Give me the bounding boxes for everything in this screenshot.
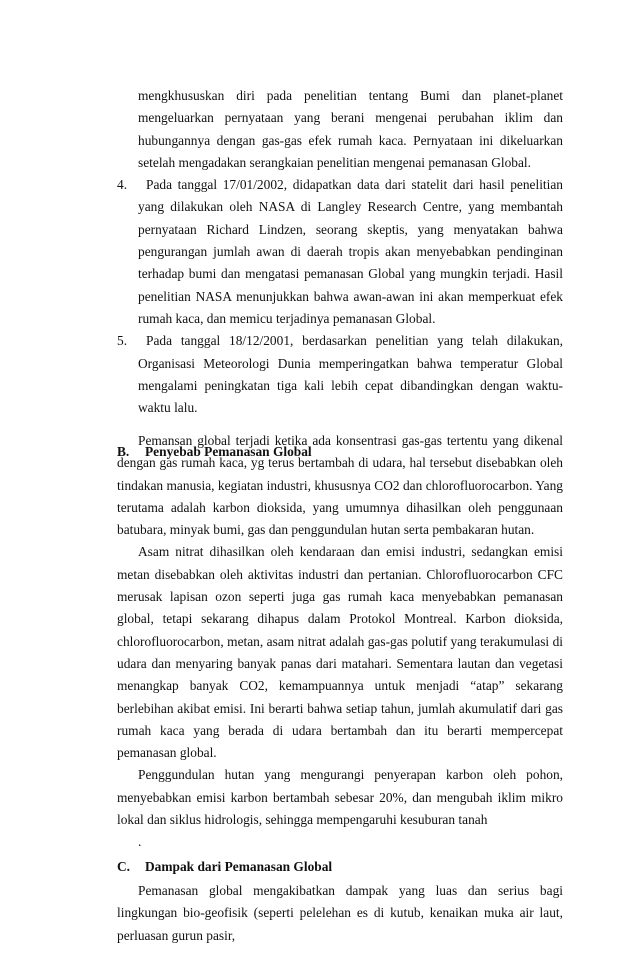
list-number: 5. (117, 333, 128, 349)
body-paragraph: Penggundulan hutan yang mengurangi penyerapan karbon oleh pohon, menyebabkan emisi karbon bertambah sebesar 20%, dan mengubah iklim mikro lokal dan siklus hidrologis, sehingga mempengaruhi kesuburan tanah (117, 767, 563, 828)
list-item-text: Pada tanggal 17/01/2002, didapatkan data dari statelit dari hasil penelitian yang dilakukan oleh NASA di Langley Research Centre, yang membantah pernyataan Richard Lindzen, seorang skeptis, yang menyatakan bahwa pengurangan jumlah awan di daerah tropis akan menyebabkan pendinginan terhadap bumi dan mengatasi pemanasan Global yang mungkin terjadi. Hasil penelitian NASA menunjukkan bahwa awan-awan ini akan memperkuat efek rumah kaca, dan memicu terjadinya pemanasan Global. (138, 177, 563, 326)
list-item-text: Pada tanggal 18/12/2001, berdasarkan penelitian yang telah dilakukan, Organisasi Meteorologi Dunia memperingatkan bahwa temperatur Global mengalami peningkatan tiga kali lebih cepat dibandingkan dengan waktu-waktu lalu. (138, 333, 563, 416)
section-title: Dampak dari Pemanasan Global (145, 858, 333, 874)
body-paragraph: Asam nitrat dihasilkan oleh kendaraan dan emisi industri, sedangkan emisi metan disebabkan oleh aktivitas industri dan pertanian. Chlorofluorocarbon CFC merusak lapisan ozon seperti juga gas rumah kaca menyebabkan pemanasan global, tetapi sekarang dihapus dalam Protokol Montreal. Karbon dioksida, chlorofluorocarbon, metan, asam nitrat adalah gas-gas polutif yang terakumulasi di udara dan menyaring banyak panas dari matahari. Sementara lautan dan vegetasi menangkap banyak CO2, kemampuannya untuk menjadi “atap” sekarang berlebihan akibat emisi. Ini berarti bahwa setiap tahun, jumlah akumulatif dari gas rumah kaca yang berada di udara bertambah dan itu berarti mempercepat pemanasan global. (117, 544, 563, 761)
section-b-body (117, 430, 563, 947)
continued-paragraph: mengkhususkan diri pada penelitian tentang Bumi dan planet-planet mengeluarkan pernyataan yang berani mengenai perubahan iklim dan hubungannya dengan gas-gas efek rumah kaca. Pernyataan ini dikeluarkan setelah mengadakan serangkaian penelitian mengenai pemanasan Global. (138, 88, 563, 170)
body-paragraph: Pemansan global terjadi ketika ada konsentrasi gas-gas tertentu yang dikenal dengan gas rumah kaca, yg terus bertambah di udara, hal tersebut disebabkan oleh tindakan manusia, kegiatan industri, khususnya CO2 dan chlorofluorocarbon. Yang terutama adalah karbon dioksida, yang umumnya dihasilkan oleh penggunaan batubara, minyak bumi, gas dan penggundulan hutan serta pembakaran hutan. (117, 433, 563, 538)
section-heading-c (117, 856, 563, 878)
trailing-dot: . (138, 834, 142, 850)
body-paragraph: Pemanasan global mengakibatkan dampak yang luas dan serius bagi lingkungan bio-geofisik (seperti pelelehan es di kutub, kenaikan muka air laut, perluasan gurun pasir, (117, 882, 563, 943)
section-letter: C. (117, 858, 131, 874)
list-number: 4. (117, 177, 128, 193)
section-letter: B. (117, 444, 130, 460)
list-item-4 (117, 174, 563, 330)
section-title: Penyebab Pemanasan Global (145, 444, 312, 460)
page-content (117, 85, 563, 466)
list-item-5 (117, 330, 563, 419)
